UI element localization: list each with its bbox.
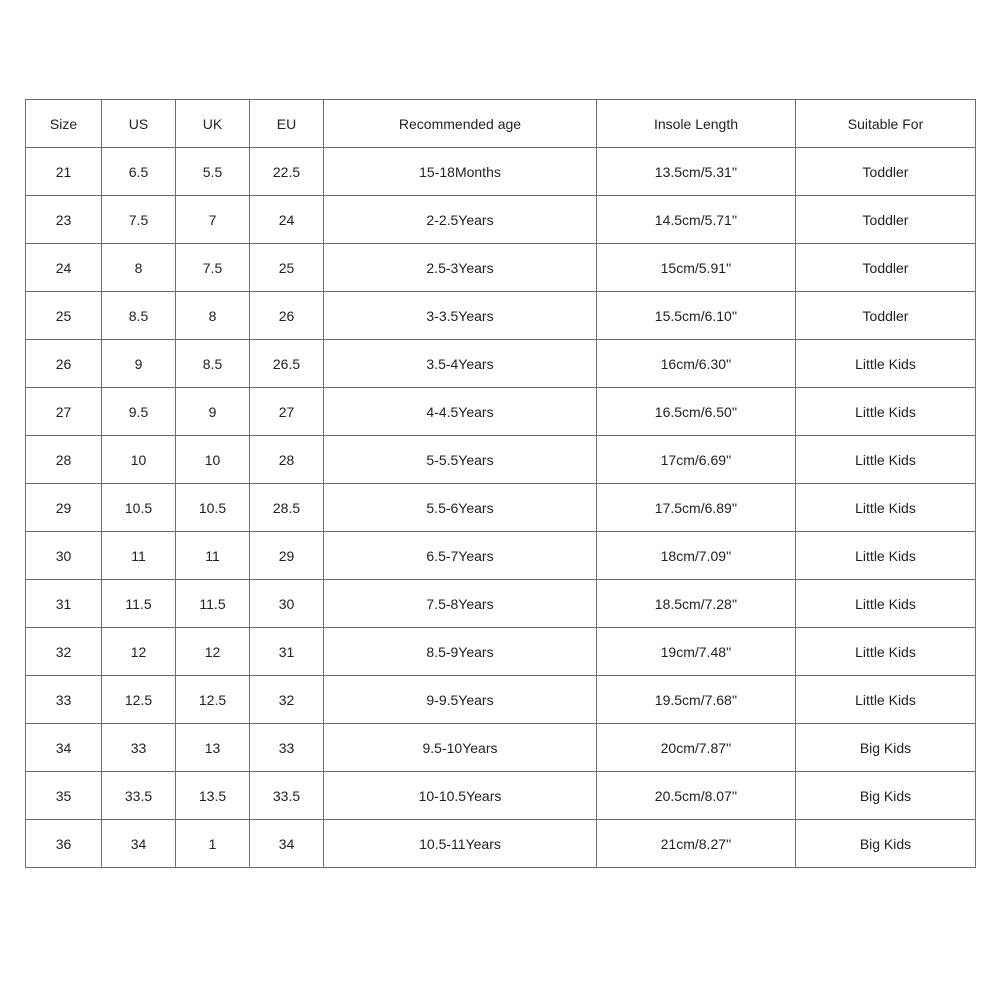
cell-insole-length: 17cm/6.69'' [597,436,796,484]
cell-suitable-for: Little Kids [796,628,976,676]
cell-uk: 10.5 [176,484,250,532]
cell-suitable-for: Little Kids [796,532,976,580]
cell-eu: 25 [250,244,324,292]
cell-recommended-age: 8.5-9Years [324,628,597,676]
cell-recommended-age: 5-5.5Years [324,436,597,484]
cell-size: 31 [26,580,102,628]
cell-uk: 13 [176,724,250,772]
cell-eu: 26 [250,292,324,340]
cell-insole-length: 18cm/7.09'' [597,532,796,580]
cell-insole-length: 21cm/8.27'' [597,820,796,868]
cell-recommended-age: 10-10.5Years [324,772,597,820]
cell-eu: 29 [250,532,324,580]
table-row [26,532,976,580]
cell-insole-length: 15.5cm/6.10'' [597,292,796,340]
cell-us: 34 [102,820,176,868]
cell-eu: 30 [250,580,324,628]
cell-uk: 12.5 [176,676,250,724]
cell-insole-length: 20.5cm/8.07'' [597,772,796,820]
cell-insole-length: 17.5cm/6.89'' [597,484,796,532]
cell-size: 35 [26,772,102,820]
table-row [26,820,976,868]
cell-eu: 34 [250,820,324,868]
cell-uk: 7 [176,196,250,244]
cell-us: 10.5 [102,484,176,532]
cell-us: 12 [102,628,176,676]
size-chart-table [25,99,976,868]
cell-eu: 33 [250,724,324,772]
cell-uk: 13.5 [176,772,250,820]
column-header-insole-length: Insole Length [597,100,796,148]
cell-eu: 22.5 [250,148,324,196]
cell-size: 21 [26,148,102,196]
cell-recommended-age: 4-4.5Years [324,388,597,436]
cell-us: 8.5 [102,292,176,340]
cell-insole-length: 20cm/7.87'' [597,724,796,772]
cell-uk: 12 [176,628,250,676]
cell-insole-length: 15cm/5.91'' [597,244,796,292]
column-header-suitable-for: Suitable For [796,100,976,148]
cell-insole-length: 19.5cm/7.68'' [597,676,796,724]
cell-recommended-age: 7.5-8Years [324,580,597,628]
cell-eu: 32 [250,676,324,724]
cell-us: 12.5 [102,676,176,724]
cell-us: 11.5 [102,580,176,628]
column-header-uk: UK [176,100,250,148]
cell-us: 10 [102,436,176,484]
cell-suitable-for: Big Kids [796,820,976,868]
cell-eu: 27 [250,388,324,436]
cell-us: 11 [102,532,176,580]
cell-size: 26 [26,340,102,388]
cell-suitable-for: Toddler [796,244,976,292]
cell-size: 30 [26,532,102,580]
cell-size: 24 [26,244,102,292]
table-row [26,196,976,244]
table-row [26,676,976,724]
cell-us: 33.5 [102,772,176,820]
cell-uk: 11 [176,532,250,580]
cell-suitable-for: Toddler [796,148,976,196]
cell-eu: 26.5 [250,340,324,388]
table-row [26,628,976,676]
cell-recommended-age: 3-3.5Years [324,292,597,340]
cell-suitable-for: Little Kids [796,676,976,724]
cell-recommended-age: 2-2.5Years [324,196,597,244]
cell-size: 32 [26,628,102,676]
cell-suitable-for: Little Kids [796,580,976,628]
cell-eu: 33.5 [250,772,324,820]
table-body [26,148,976,868]
column-header-eu: EU [250,100,324,148]
cell-uk: 1 [176,820,250,868]
table-header-row [26,100,976,148]
cell-uk: 9 [176,388,250,436]
table-row [26,436,976,484]
cell-insole-length: 16cm/6.30'' [597,340,796,388]
cell-size: 33 [26,676,102,724]
cell-eu: 31 [250,628,324,676]
column-header-size: Size [26,100,102,148]
cell-recommended-age: 2.5-3Years [324,244,597,292]
table-row [26,244,976,292]
cell-size: 23 [26,196,102,244]
cell-uk: 11.5 [176,580,250,628]
table-row [26,148,976,196]
cell-insole-length: 13.5cm/5.31'' [597,148,796,196]
cell-suitable-for: Big Kids [796,724,976,772]
table-row [26,340,976,388]
table-row [26,772,976,820]
cell-size: 36 [26,820,102,868]
cell-recommended-age: 9-9.5Years [324,676,597,724]
cell-suitable-for: Big Kids [796,772,976,820]
table-row [26,292,976,340]
cell-recommended-age: 5.5-6Years [324,484,597,532]
cell-suitable-for: Toddler [796,292,976,340]
cell-size: 34 [26,724,102,772]
cell-eu: 28.5 [250,484,324,532]
cell-suitable-for: Little Kids [796,340,976,388]
cell-suitable-for: Toddler [796,196,976,244]
cell-uk: 8 [176,292,250,340]
cell-size: 28 [26,436,102,484]
cell-us: 9 [102,340,176,388]
cell-recommended-age: 6.5-7Years [324,532,597,580]
column-header-us: US [102,100,176,148]
cell-suitable-for: Little Kids [796,436,976,484]
table-row [26,580,976,628]
cell-us: 7.5 [102,196,176,244]
cell-us: 9.5 [102,388,176,436]
cell-us: 8 [102,244,176,292]
cell-insole-length: 16.5cm/6.50'' [597,388,796,436]
table-row [26,484,976,532]
cell-size: 27 [26,388,102,436]
cell-suitable-for: Little Kids [796,484,976,532]
cell-recommended-age: 10.5-11Years [324,820,597,868]
cell-uk: 5.5 [176,148,250,196]
cell-uk: 8.5 [176,340,250,388]
cell-size: 25 [26,292,102,340]
cell-recommended-age: 3.5-4Years [324,340,597,388]
cell-eu: 24 [250,196,324,244]
cell-eu: 28 [250,436,324,484]
cell-us: 6.5 [102,148,176,196]
cell-insole-length: 14.5cm/5.71'' [597,196,796,244]
cell-us: 33 [102,724,176,772]
cell-recommended-age: 9.5-10Years [324,724,597,772]
table-row [26,724,976,772]
cell-uk: 10 [176,436,250,484]
cell-suitable-for: Little Kids [796,388,976,436]
cell-recommended-age: 15-18Months [324,148,597,196]
cell-size: 29 [26,484,102,532]
column-header-recommended-age: Recommended age [324,100,597,148]
cell-uk: 7.5 [176,244,250,292]
cell-insole-length: 19cm/7.48'' [597,628,796,676]
table-row [26,388,976,436]
cell-insole-length: 18.5cm/7.28'' [597,580,796,628]
